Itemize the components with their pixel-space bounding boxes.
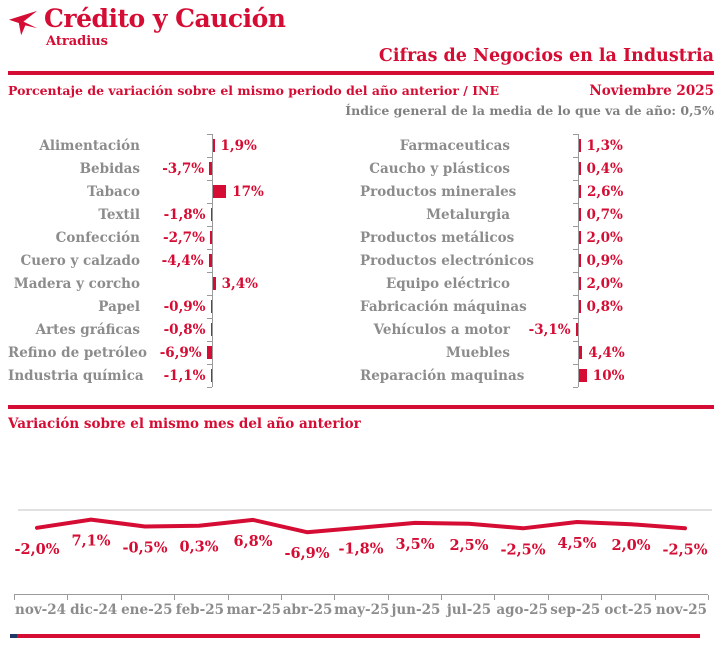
- negative-zone: [510, 272, 578, 295]
- footer-rule-navy-segment: [10, 634, 17, 638]
- brand-logo: [8, 6, 285, 48]
- positive-zone: [578, 318, 714, 341]
- brand-subname: Atradius: [46, 34, 108, 49]
- value-label: 3,4%: [221, 275, 258, 292]
- point-value-label: 0,3%: [179, 538, 219, 556]
- bar-row: [360, 249, 714, 272]
- positive-zone: [212, 295, 360, 318]
- month-label: nov-25: [655, 602, 707, 618]
- axis-tick: [334, 595, 335, 600]
- axis-tick: [548, 595, 549, 600]
- axis-tick: [207, 272, 212, 273]
- category-label: Equipo eléctrico: [385, 275, 510, 292]
- positive-zone: [212, 226, 360, 249]
- point-value-label: 4,5%: [557, 535, 597, 552]
- bar-row: [8, 341, 360, 364]
- point-value-label: -0,5%: [122, 539, 168, 557]
- axis-tick: [494, 595, 495, 600]
- bar-row: [8, 364, 360, 387]
- month-label: ene-25: [121, 602, 173, 618]
- positive-zone: [212, 203, 360, 226]
- category-label: Bebidas: [79, 160, 140, 177]
- month-label: sep-25: [550, 602, 601, 618]
- negative-zone: [140, 364, 212, 387]
- value-label: 2,0%: [586, 275, 623, 292]
- negative-zone: [140, 180, 212, 203]
- bar-chart: [8, 134, 714, 387]
- category-label: Madera y corcho: [13, 275, 140, 292]
- axis-tick: [573, 295, 578, 296]
- bar-row: [360, 295, 714, 318]
- positive-zone: [212, 318, 360, 341]
- value-label: 0,9%: [586, 252, 623, 269]
- positive-zone: [578, 180, 714, 203]
- positive-zone: [212, 134, 360, 157]
- axis-tick: [573, 226, 578, 227]
- footer-rule: [10, 634, 700, 638]
- month-label: jul-25: [446, 602, 492, 618]
- section-divider: [8, 405, 714, 409]
- axis-tick: [573, 364, 578, 365]
- category-label: Cuero y calzado: [20, 252, 140, 269]
- bar: [213, 139, 215, 152]
- bar: [213, 185, 226, 198]
- value-label: 0,7%: [586, 206, 623, 223]
- negative-zone: [510, 157, 578, 180]
- bar: [213, 277, 216, 290]
- bar-row: [8, 295, 360, 318]
- brand-text: [44, 6, 285, 48]
- point-value-label: -2,0%: [14, 540, 60, 558]
- positive-zone: [212, 249, 360, 272]
- trend-line-svg: [10, 482, 712, 582]
- negative-zone: [510, 203, 578, 226]
- bar: [579, 300, 581, 313]
- brand-name: Crédito y Caución: [44, 4, 286, 33]
- value-label: -4,4%: [161, 252, 204, 269]
- negative-zone: [510, 134, 578, 157]
- positive-zone: [212, 272, 360, 295]
- positive-zone: [212, 341, 360, 364]
- negative-zone: [140, 226, 212, 249]
- positive-zone: [212, 157, 360, 180]
- category-label: Productos electrónicos: [360, 252, 534, 269]
- axis-tick: [207, 295, 212, 296]
- negative-zone: [140, 272, 212, 295]
- point-value-label: -1,8%: [338, 540, 384, 558]
- month-label: feb-25: [175, 602, 224, 618]
- negative-zone: [510, 318, 578, 341]
- axis-tick: [207, 203, 212, 204]
- axis-tick: [573, 272, 578, 273]
- value-label: -1,1%: [163, 367, 206, 384]
- category-label: Caucho y plásticos: [369, 160, 510, 177]
- axis-tick: [573, 203, 578, 204]
- month-label: dic-24: [70, 602, 118, 618]
- bar: [579, 231, 581, 244]
- category-label: Tabaco: [87, 183, 140, 200]
- month-axis: [14, 594, 708, 621]
- bar-chart-title: Porcentaje de variación sobre el mismo periodo del año anterior / INE: [8, 83, 500, 98]
- category-label: Industria química: [8, 367, 144, 384]
- value-label: 10%: [592, 367, 625, 384]
- negative-zone: [140, 249, 212, 272]
- axis-tick: [14, 595, 15, 600]
- value-label: -2,7%: [162, 229, 205, 246]
- positive-zone: [578, 134, 714, 157]
- point-value-label: -6,9%: [284, 545, 330, 563]
- category-label: Productos metálicos: [360, 229, 515, 246]
- axis-tick: [573, 157, 578, 158]
- line-chart: [8, 482, 714, 621]
- axis-tick: [441, 595, 442, 600]
- axis-tick: [174, 595, 175, 600]
- month-label: nov-24: [15, 602, 67, 618]
- negative-zone: [140, 318, 212, 341]
- month-label: abr-25: [282, 602, 333, 618]
- period-label: Noviembre 2025: [589, 83, 714, 99]
- positive-zone: [578, 157, 714, 180]
- bar-row: [360, 318, 714, 341]
- category-label: Muebles: [445, 344, 510, 361]
- negative-zone: [510, 249, 578, 272]
- bar-row: [360, 272, 714, 295]
- axis-tick: [573, 387, 578, 388]
- axis-tick: [207, 387, 212, 388]
- negative-zone: [140, 341, 212, 364]
- category-label: Refino de petróleo: [8, 344, 147, 361]
- negative-zone: [140, 157, 212, 180]
- category-label: Reparación maquinas: [360, 367, 525, 384]
- bar-row: [360, 180, 714, 203]
- bar-row: [8, 180, 360, 203]
- axis-tick: [655, 595, 656, 600]
- value-label: 2,0%: [586, 229, 623, 246]
- month-label: ago-25: [496, 602, 548, 618]
- point-value-label: 7,1%: [71, 532, 111, 550]
- bar-row: [360, 203, 714, 226]
- footer-rule-red-segment: [17, 634, 700, 638]
- negative-zone: [140, 134, 212, 157]
- page-title: Cifras de Negocios en la Industria: [378, 46, 714, 66]
- bar: [579, 185, 581, 198]
- bar-row: [8, 272, 360, 295]
- value-label: -6,9%: [159, 344, 202, 361]
- category-label: Vehículos a motor: [373, 321, 510, 338]
- axis-tick: [207, 249, 212, 250]
- negative-zone: [510, 180, 578, 203]
- axis-tick: [573, 249, 578, 250]
- category-label: Fabricación máquinas: [360, 298, 527, 315]
- index-note: Índice general de la media de lo que va de año: 0,5%: [345, 103, 714, 118]
- bar-row: [360, 341, 714, 364]
- point-value-label: -2,5%: [662, 541, 708, 559]
- axis-tick: [67, 595, 68, 600]
- negative-zone: [140, 203, 212, 226]
- header: [8, 6, 714, 68]
- positive-zone: [578, 226, 714, 249]
- category-label: Textil: [98, 206, 140, 223]
- month-label: may-25: [334, 602, 390, 618]
- positive-zone: [212, 180, 360, 203]
- positive-zone: [578, 249, 714, 272]
- negative-zone: [510, 226, 578, 249]
- axis-tick: [573, 180, 578, 181]
- bar-row: [8, 318, 360, 341]
- axis-tick: [601, 595, 602, 600]
- value-label: 4,4%: [588, 344, 625, 361]
- positive-zone: [212, 364, 360, 387]
- category-label: Confección: [55, 229, 140, 246]
- value-label: 2,6%: [587, 183, 624, 200]
- bar: [579, 162, 581, 175]
- trend-line: [37, 520, 685, 533]
- point-value-label: 6,8%: [233, 532, 273, 550]
- bar: [579, 208, 581, 221]
- bar: [579, 254, 581, 267]
- value-label: 1,9%: [220, 137, 257, 154]
- axis-tick: [207, 157, 212, 158]
- bar-row: [360, 364, 714, 387]
- category-label: Papel: [98, 298, 140, 315]
- positive-zone: [578, 341, 714, 364]
- bar-column-right: [360, 134, 714, 387]
- axis-tick: [281, 595, 282, 600]
- value-label: -1,8%: [163, 206, 206, 223]
- subtitle-row: [8, 83, 714, 99]
- bird-arrow-icon: [8, 8, 38, 38]
- point-value-label: -2,5%: [500, 541, 546, 559]
- axis-tick: [207, 364, 212, 365]
- bar-row: [360, 134, 714, 157]
- positive-zone: [578, 203, 714, 226]
- positive-zone: [578, 272, 714, 295]
- bar-column-left: [8, 134, 360, 387]
- category-label: Farmaceuticas: [399, 137, 510, 154]
- value-label: 1,3%: [586, 137, 623, 154]
- value-label: -3,7%: [162, 160, 205, 177]
- bar-row: [8, 157, 360, 180]
- bar-row: [8, 226, 360, 249]
- bar: [579, 139, 581, 152]
- header-divider: [8, 71, 714, 75]
- value-label: 17%: [232, 183, 264, 200]
- category-label: Productos minerales: [360, 183, 517, 200]
- negative-zone: [510, 295, 578, 318]
- axis-tick: [573, 318, 578, 319]
- point-value-label: 2,0%: [611, 537, 651, 555]
- axis-tick: [207, 226, 212, 227]
- axis-tick: [207, 318, 212, 319]
- month-label: oct-25: [604, 602, 653, 618]
- negative-zone: [510, 341, 578, 364]
- axis-tick: [573, 134, 578, 135]
- month-label: jun-25: [391, 602, 441, 618]
- category-label: Alimentación: [39, 137, 140, 154]
- negative-zone: [510, 364, 578, 387]
- axis-tick: [207, 134, 212, 135]
- month-label: mar-25: [226, 602, 281, 618]
- axis-tick: [388, 595, 389, 600]
- point-value-label: 3,5%: [395, 535, 435, 553]
- line-chart-title: Variación sobre el mismo mes del año anterior: [8, 416, 361, 432]
- bar-row: [8, 203, 360, 226]
- bar-row: [360, 226, 714, 249]
- bar-row: [8, 134, 360, 157]
- positive-zone: [578, 364, 714, 387]
- value-label: 0,4%: [586, 160, 623, 177]
- value-label: 0,8%: [586, 298, 623, 315]
- positive-zone: [578, 295, 714, 318]
- category-label: Artes gráficas: [35, 321, 140, 338]
- bar-row: [360, 157, 714, 180]
- bar: [579, 346, 582, 359]
- bar: [579, 369, 587, 382]
- axis-tick: [228, 595, 229, 600]
- axis-tick: [207, 341, 212, 342]
- bar-row: [8, 249, 360, 272]
- value-label: -0,8%: [163, 321, 206, 338]
- category-label: Metalurgia: [426, 206, 510, 223]
- axis-tick: [121, 595, 122, 600]
- axis-tick: [207, 180, 212, 181]
- value-label: -3,1%: [528, 321, 571, 338]
- value-label: -0,9%: [163, 298, 206, 315]
- axis-tick: [708, 595, 709, 600]
- point-value-label: 2,5%: [449, 536, 489, 554]
- negative-zone: [140, 295, 212, 318]
- axis-tick: [573, 341, 578, 342]
- bar: [579, 277, 581, 290]
